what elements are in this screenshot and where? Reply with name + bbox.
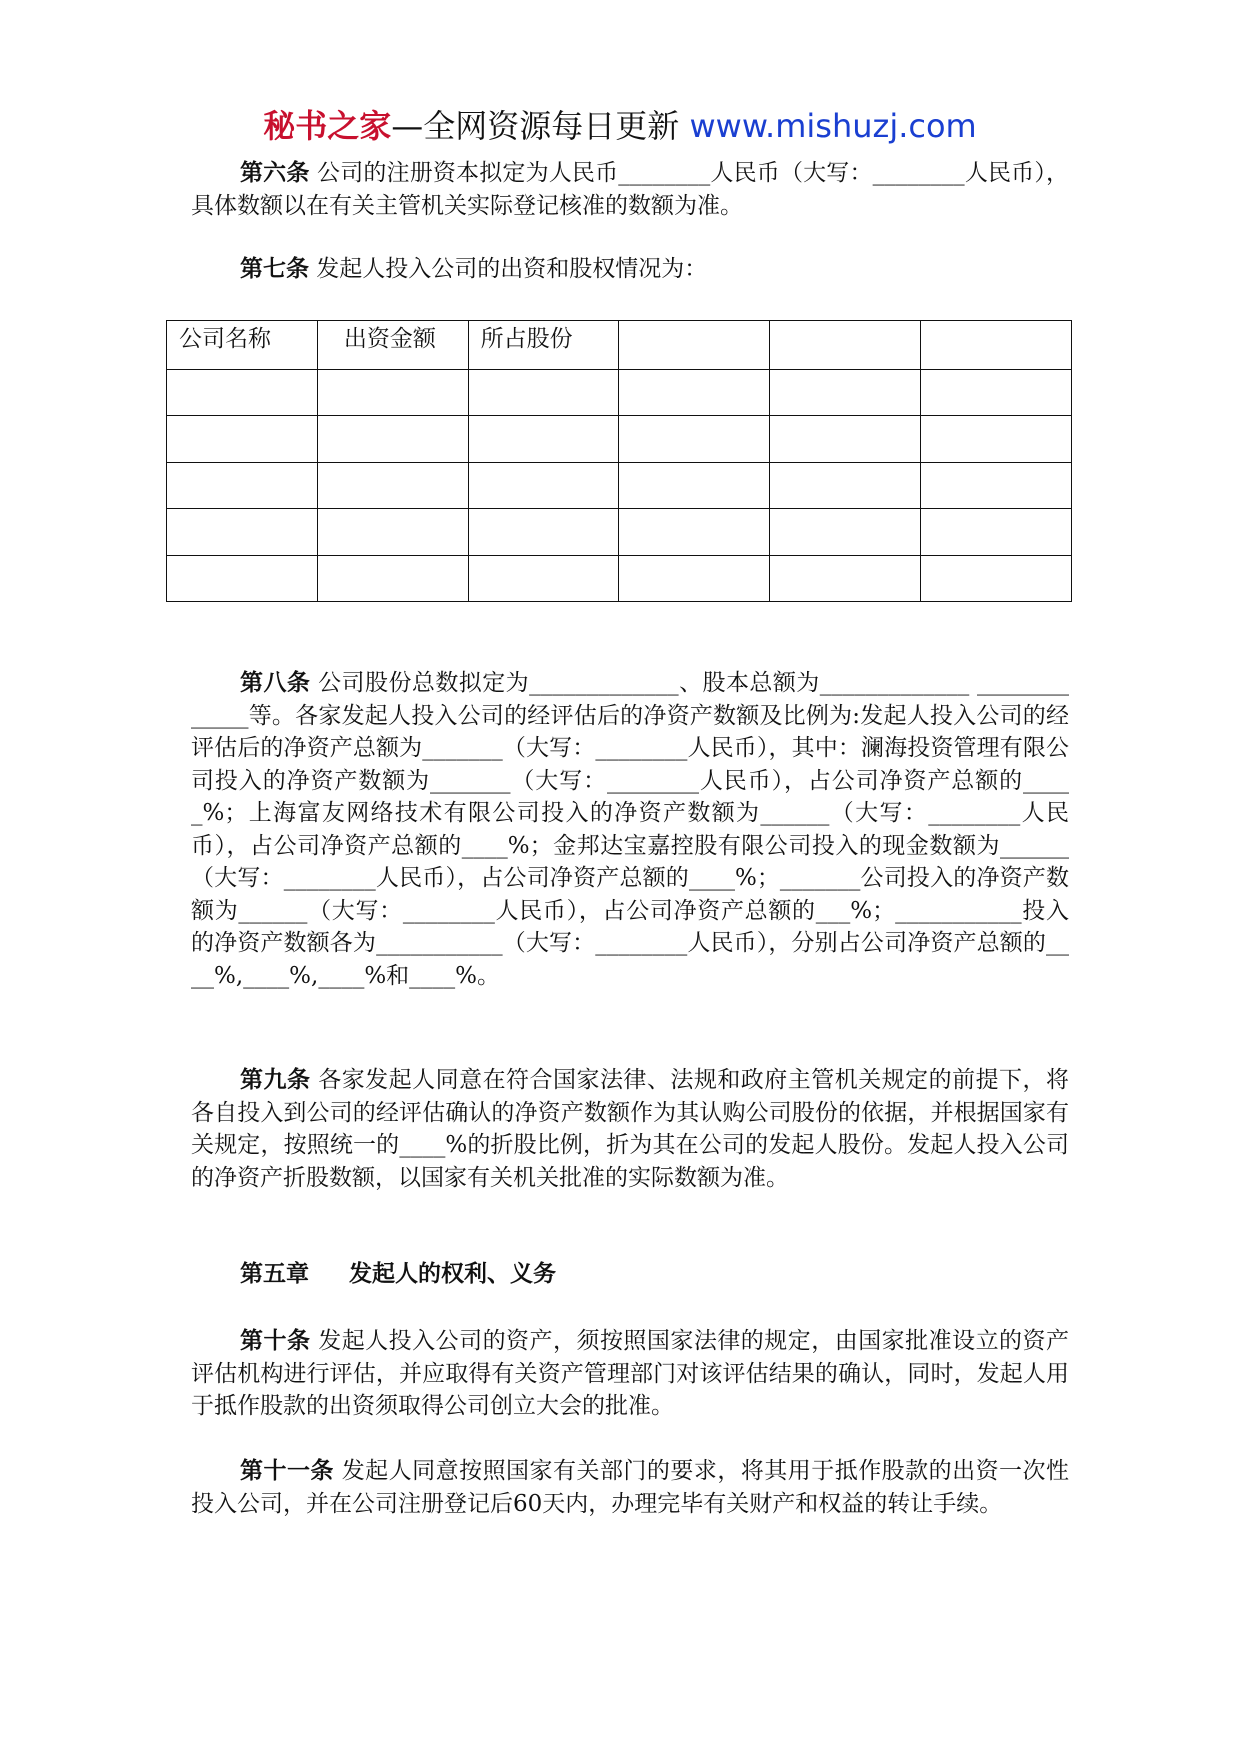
table-cell <box>921 509 1072 556</box>
article-6-text: 公司的注册资本拟定为人民币________人民币（大写：________人民币），具体数额以在有关主管机关实际登记核准的数额为准。 <box>191 160 1070 219</box>
table-cell <box>317 416 468 463</box>
table-cell <box>468 416 619 463</box>
article-8 <box>191 667 1069 992</box>
article-9-title: 第九条 <box>240 1066 311 1093</box>
table-cell <box>770 416 921 463</box>
page-header <box>0 104 1240 148</box>
table-cell <box>167 555 318 602</box>
table-row <box>167 555 1072 602</box>
header-url[interactable]: www.mishuzj.com <box>689 107 977 145</box>
table-cell <box>619 555 770 602</box>
table-header-row <box>167 321 1072 370</box>
table-cell <box>317 509 468 556</box>
article-8-text: 公司股份总数拟定为_____________、股本总额为_____________ _____________等。各家发起人投入公司的经评估后的净资产数额及比例为:发起人投入公司的经评估后的净资产总额为_______（大写：________人民币），其中：澜海投资管理有限公司投入的净资产数额为_______（大写：________人民币），占公司净资产总额的_____%；上海富友网络技术有限公司投入的净资产数额为______（大写：________人民币），占公司净资产总额的____%；金邦达宝嘉控股有限公司投入的现金数额为______（大写：________人民币），占公司净资产总额的____%；_______公司投入的净资产数额为______（大写：________人民币），占公司净资产总额的___%；___________投入的净资产数额各为___________（大写：________人民币），分别占公司净资产总额的____%,____%,____%和____%。 <box>191 670 1070 989</box>
article-8-title: 第八条 <box>240 669 311 696</box>
table-cell <box>770 555 921 602</box>
table-cell <box>921 462 1072 509</box>
table-cell <box>167 369 318 416</box>
table-cell <box>921 416 1072 463</box>
article-9-text: 各家发起人同意在符合国家法律、法规和政府主管机关规定的前提下，将各自投入到公司的经评估确认的净资产数额作为其认购公司股份的依据，并根据国家有关规定，按照统一的____%的折股比例，折为其在公司的发起人股份。发起人投入公司的净资产折股数额，以国家有关机关批准的实际数额为准。 <box>191 1067 1070 1191</box>
table-cell <box>619 416 770 463</box>
shareholding-table <box>166 320 1072 602</box>
table-row <box>167 369 1072 416</box>
table-cell <box>317 462 468 509</box>
table-cell <box>167 462 318 509</box>
table-header-cell <box>921 321 1072 370</box>
table-cell <box>468 509 619 556</box>
table-cell <box>167 509 318 556</box>
chapter-5-number: 第五章 <box>240 1260 309 1287</box>
header-brand: 秘书之家 <box>263 107 392 145</box>
article-10-text: 发起人投入公司的资产，须按照国家法律的规定，由国家批准设立的资产评估机构进行评估，并应取得有关资产管理部门对该评估结果的确认，同时，发起人用于抵作股款的出资须取得公司创立大会的批准。 <box>191 1328 1070 1419</box>
article-11-title: 第十一条 <box>240 1457 334 1484</box>
table-cell <box>770 369 921 416</box>
article-10-title: 第十条 <box>240 1327 311 1354</box>
article-10 <box>191 1325 1069 1423</box>
table-header-cell <box>619 321 770 370</box>
table-cell <box>619 462 770 509</box>
table-row <box>167 416 1072 463</box>
article-7 <box>191 253 1069 286</box>
chapter-5-heading <box>240 1258 556 1290</box>
table-cell <box>468 369 619 416</box>
table-header-capital-amount: 出资金额 <box>317 321 468 370</box>
table-cell <box>317 555 468 602</box>
table-cell <box>468 462 619 509</box>
table-cell <box>619 509 770 556</box>
header-slogan: —全网资源每日更新 <box>391 107 690 145</box>
table-cell <box>167 416 318 463</box>
article-6 <box>191 157 1069 222</box>
article-9 <box>191 1064 1069 1194</box>
table-cell <box>770 509 921 556</box>
table-header-company-name: 公司名称 <box>167 321 318 370</box>
table-cell <box>619 369 770 416</box>
article-6-title: 第六条 <box>240 159 310 186</box>
table-cell <box>770 462 921 509</box>
article-11-text: 发起人同意按照国家有关部门的要求，将其用于抵作股款的出资一次性投入公司，并在公司注册登记后60天内，办理完毕有关财产和权益的转让手续。 <box>191 1458 1070 1517</box>
table-header-cell <box>770 321 921 370</box>
article-11 <box>191 1455 1069 1520</box>
table-row <box>167 509 1072 556</box>
table-cell <box>468 555 619 602</box>
table-cell <box>921 369 1072 416</box>
table-cell <box>317 369 468 416</box>
chapter-5-title: 发起人的权利、义务 <box>349 1260 556 1287</box>
table-cell <box>921 555 1072 602</box>
article-7-title: 第七条 <box>240 255 309 282</box>
table-row <box>167 462 1072 509</box>
article-7-text: 发起人投入公司的出资和股权情况为： <box>309 256 708 282</box>
table-header-share-ratio: 所占股份 <box>468 321 619 370</box>
